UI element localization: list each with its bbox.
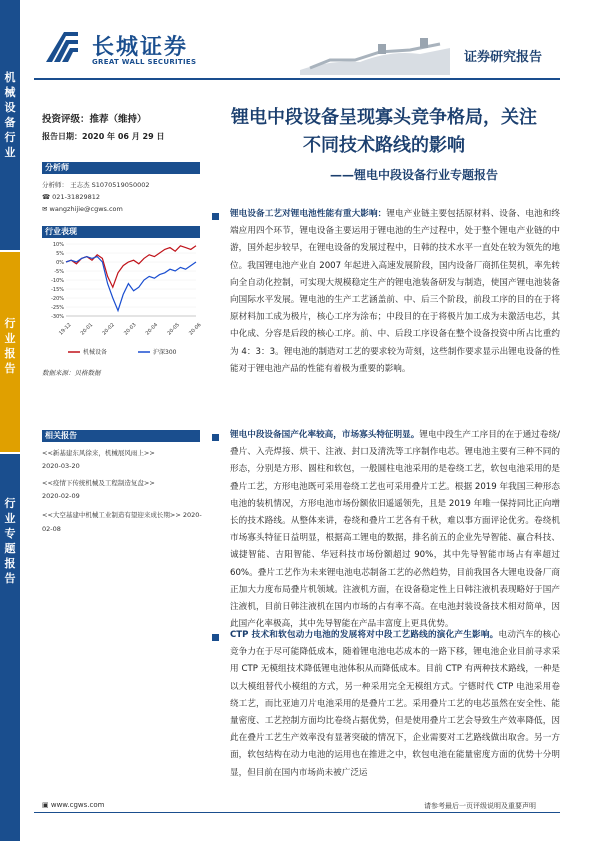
chart-source: 数据来源：贝格数据 [42,369,101,377]
footer-disclaimer: 请参考最后一页评级说明及重要声明 [424,802,536,810]
footer-url[interactable] [42,801,104,809]
analyst-name: 分析师： 王志杰 S1070519050002 [42,181,150,189]
series-line [66,246,196,287]
band-char: 机 [4,71,16,84]
x-tick-label: 20-01 [79,322,95,337]
bullet-icon [212,634,219,641]
band-char: 行 [4,131,16,144]
band-char: 题 [4,542,16,555]
sidebar-band-report [0,252,20,452]
report-subtitle: ——锂电中段设备行业专题报告 [330,168,499,182]
y-tick-label: -5% [54,269,64,275]
paragraph-3-head: CTP 技术和软包动力电池的发展将对中段工艺路线的演化产生影响。 [230,630,499,640]
related-item[interactable]: <<大空基建中机械工业制造有望迎来成长期>> 2020-02-08 [42,511,202,533]
x-tick-label: 19-12 [58,322,73,337]
band-char: 专 [4,527,16,540]
related-date: 2020-03-20 [42,462,80,470]
title-line-1: 锂电中段设备呈现寡头竞争格局，关注 [231,107,537,128]
y-tick-label: -30% [51,314,64,320]
y-tick-label: -15% [51,287,64,293]
band-char: 械 [4,86,16,99]
footer-url-text[interactable]: www.cgws.com [50,801,105,809]
analyst-header: 分析师 [42,162,200,174]
phone-row [42,193,100,201]
band-char: 备 [4,116,16,129]
band-char: 报 [4,557,16,570]
y-tick-label: 10% [52,242,64,248]
series-line [66,257,196,311]
rating: 投资评级：推荐（维持） [42,114,147,125]
paragraph-2-head: 锂电中段设备国产化率较高，市场寡头特征明显。 [230,430,420,440]
y-tick-label: -10% [51,278,64,284]
band-char: 业 [4,332,16,345]
band-char: 行 [4,497,16,510]
report-type-label: 证券研究报告 [464,50,543,65]
legend-label: 机械设备 [83,349,108,356]
legend-label: 沪深300 [153,349,177,356]
email-row [42,205,123,213]
email-address: wangzhijie@cgws.com [49,205,123,213]
band-char: 报 [4,347,16,360]
band-char: 告 [4,572,16,585]
industry-performance-chart [42,240,203,360]
y-tick-label: 0% [56,260,64,266]
x-tick-label: 20-04 [144,322,160,337]
y-tick-label: -20% [51,296,64,302]
y-tick-label: 5% [56,251,64,257]
title-line-2: 不同技术路线的影响 [303,135,465,156]
paragraph-1-head: 锂电设备工艺对锂电池性能有重大影响： [230,209,387,219]
related-date: 2020-02-09 [42,492,80,500]
email-icon: ✉ [42,205,50,213]
y-tick-label: -25% [51,305,64,311]
x-tick-label: 20-03 [123,322,138,337]
bullet-icon [212,213,219,220]
chart-header: 行业表现 [42,226,200,238]
globe-icon: ▣ [42,801,51,809]
logo-text-cn: 长城证券 [92,35,189,60]
sidebar-band-topic [0,454,20,841]
header-divider [34,78,560,80]
band-char: 业 [4,512,16,525]
bullet-icon [212,434,219,441]
band-char: 行 [4,317,16,330]
x-tick-label: 20-06 [188,322,203,337]
paragraph-2-text: 锂电中段生产工序目的在于通过卷绕/叠片、入壳焊接、烘干、注液、封口及清洗等工序制作电芯。锂电池主要有三种不同的形态，分别是方形、圆柱和软包，一般圆柱电池采用的是卷绕工艺，软包电池采用的是叠片工艺，方形电池既可采用卷绕工艺也可采用叠片工艺。根据 2019 年我国三种形态电池的装机情况，方形电池市场份额依旧遥遥领先，且是 2019 年唯一保持同比正向增长的技术路线。从整体来讲，卷绕和叠片工艺各有千秋，难以事方面评论优劣。卷绕机市场寡头特征日益明显，根据高工锂电的数据，排名前五的企业先导智能、赢合科技、诚捷智能、吉阳智能、华冠科技市场份额超过 90%，其中先导智能市场占有率超过 60%。叠片工艺作为未来锂电池电芯制备工艺的必然趋势，目前我国各大锂电设备厂商正加大力度布局叠片机领域。注液机方面，在设备稳定性上日韩注液机表现略好于国产注液机，目前日韩注液机在国内市场的占有率不高。在电池封装设备技术相对简单，因此国产化率极高，其中先导智能在产品丰富度上更具优势。 [230,430,560,630]
band-char: 设 [4,101,16,114]
great-wall-illustration [300,30,450,75]
band-char: 告 [4,362,16,375]
report-title [214,104,554,160]
paragraph-1 [230,206,560,378]
logo-text-en: GREAT WALL SECURITIES [92,58,197,66]
report-date: 报告日期：2020 年 06 月 29 日 [42,132,165,141]
band-char: 业 [4,146,16,159]
footer-divider [34,812,560,813]
phone-number: 021-31829812 [52,193,101,201]
sidebar-band-industry [0,0,20,250]
related-item[interactable]: <<新基建东风徐来，机械展风雨上>> [42,449,155,457]
paragraph-2 [230,427,560,633]
related-item[interactable]: <<疫情下传统机械及工程制造复盘>> [42,479,155,487]
paragraph-3 [230,627,560,787]
x-tick-label: 20-02 [101,322,116,337]
related-header: 相关报告 [42,430,200,442]
paragraph-3-text: 电动汽车的核心竞争力在于尽可能降低成本，随着锂电池电芯成本的一路下移，锂电池企业目前寻求采用 CTP 无模组技术降低锂电池体积从而降低成本。目前 CTP 有两种技术路线，一种是以大模组替代小模组的方式，另一种采用完全无模组方式。宁德时代 CTP 电池采用卷绕工艺，而比亚迪刀片电池采用的是叠片工艺。采用叠片工艺的电芯虽然在安全性、能量密度、工艺控制方面均比卷绕占据优势，但是使用叠片工艺会导致生产效率降低，因此在叠片工艺生产效率没有显著突破的情况下，企业需要对工艺路线做出取舍。另一方面，软包结构在动力电池的运用也在推进之中，软包电池在能量密度方面的优势十分明显，但目前在国内市场尚未被广泛运 [230,630,560,778]
paragraph-1-text: 锂电产业链主要包括原材料、设备、电池和终端应用四个环节，锂电设备主要运用于锂电池的生产过程中，处于整个锂电产业链的中游，国外起步较早，在锂电设备的发展过程中，日韩的技术水平一直处在较为领先的地位。我国锂电池产业自 2007 年起进入高速发展阶段，国内设备厂商抓住契机，率先转向全自动化控制，可实现大规模稳定生产的锂电池装备研发与制造，使国产锂电池装备向国际水平发展。锂电池的生产工艺涵盖前、中、后三个阶段，前段工序的目的在于将原材料加工成为极片，核心工序为涂布；中段目的在于将极片加工成为未激活电芯，其中化成、分容是后段的核心工序。前、中、后段工序设备在整个设备投资中所占比重约为 4：3：3。锂电池的制造对工艺的要求较为苛刻，这些制作要求显示出锂电设备的性能对于锂电池产品的性能有着极为重要的影响。 [230,209,560,374]
x-tick-label: 20-05 [166,322,181,337]
phone-icon: ☎ [42,193,53,201]
logo-icon [44,30,80,64]
